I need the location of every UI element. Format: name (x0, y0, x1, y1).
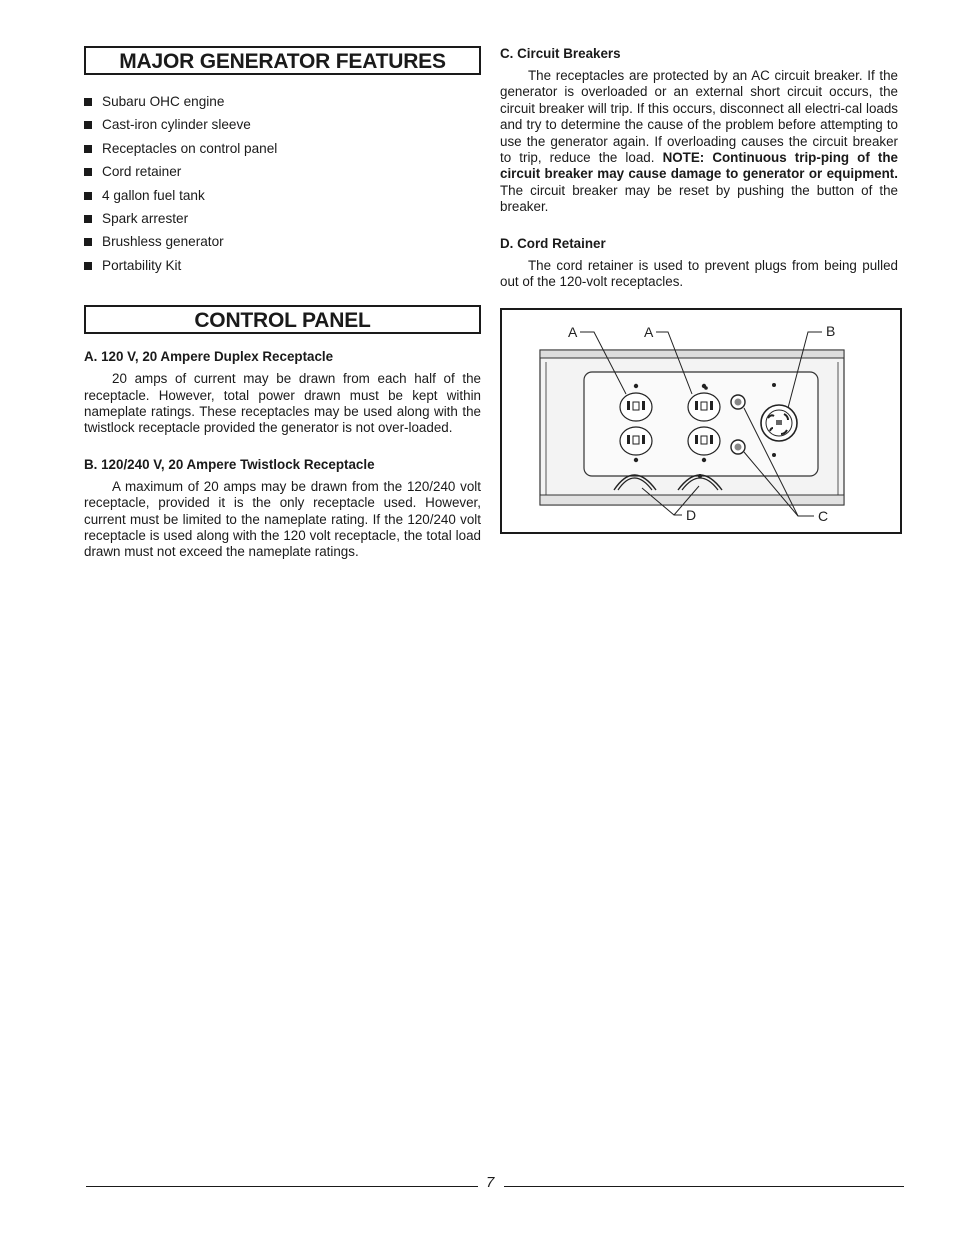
footer-rule-left (86, 1186, 478, 1187)
features-list (84, 90, 481, 277)
label-d: D (686, 507, 697, 523)
section-b-body: A maximum of 20 amps may be drawn from the 120/240 volt receptacle, provided it is the only receptacle used. However, current must be limited to the nameplate rating. If the 120/240 volt receptacle is used along with the 120 volt receptacle, the total load drawn must not exceed the nameplate ratings. (84, 478, 481, 560)
control-panel-illustration (502, 310, 900, 532)
label-b: B (826, 323, 836, 339)
panel-top-lip (540, 350, 844, 358)
label-a-right: A (644, 324, 654, 340)
list-item: Portability Kit (84, 254, 481, 277)
section-a-body: 20 amps of current may be drawn from each half of the receptacle. However, total power drawn must be kept within nameplate ratings. These receptacles may be used along with the twistlock receptacle provided the generator is not over-loaded. (84, 371, 481, 436)
list-item: 4 gallon fuel tank (84, 184, 481, 207)
list-item: Spark arrester (84, 207, 481, 230)
section-c-title: C. Circuit Breakers (500, 46, 621, 61)
right-column (500, 46, 898, 290)
section-c-note: NOTE: Continuous trip-ping of the circuit breaker may cause damage to generator or equipment. (500, 150, 898, 182)
label-c: C (818, 508, 829, 524)
section-c-text-1: The receptacles are protected by an AC circuit breaker. If the generator is overloaded or an external short circuit occurs, the circuit breaker will trip. If this occurs, disconnect all electri-cal loads and try to determine the cause of the problem before attempting to use the generator again. If overloading causes the circuit breaker to trip, reduce the load. (500, 68, 898, 166)
page-number: 7 (486, 1174, 495, 1191)
section-b-title: B. 120/240 V, 20 Ampere Twistlock Receptacle (84, 456, 375, 472)
list-item: Receptacles on control panel (84, 137, 481, 160)
features-heading: MAJOR GENERATOR FEATURES (84, 46, 481, 75)
label-a-left: A (568, 324, 578, 340)
section-d-title: D. Cord Retainer (500, 235, 606, 251)
list-item: Subaru OHC engine (84, 90, 481, 113)
panel-bottom-lip (540, 495, 844, 505)
list-item: Cord retainer (84, 160, 481, 183)
control-panel-figure (500, 308, 902, 534)
section-a-title: A. 120 V, 20 Ampere Duplex Receptacle (84, 349, 334, 365)
control-panel-heading: CONTROL PANEL (84, 305, 481, 334)
footer-rule-right (504, 1186, 904, 1187)
list-item: Brushless generator (84, 230, 481, 253)
section-d-body: The cord retainer is used to prevent plugs from being pulled out of the 120-volt receptacles. (500, 257, 898, 290)
section-c-body (500, 68, 898, 216)
left-column (84, 46, 481, 561)
section-c-text-2: The circuit breaker may be reset by pushing the button of the breaker. (500, 182, 898, 215)
list-item: Cast-iron cylinder sleeve (84, 113, 481, 136)
